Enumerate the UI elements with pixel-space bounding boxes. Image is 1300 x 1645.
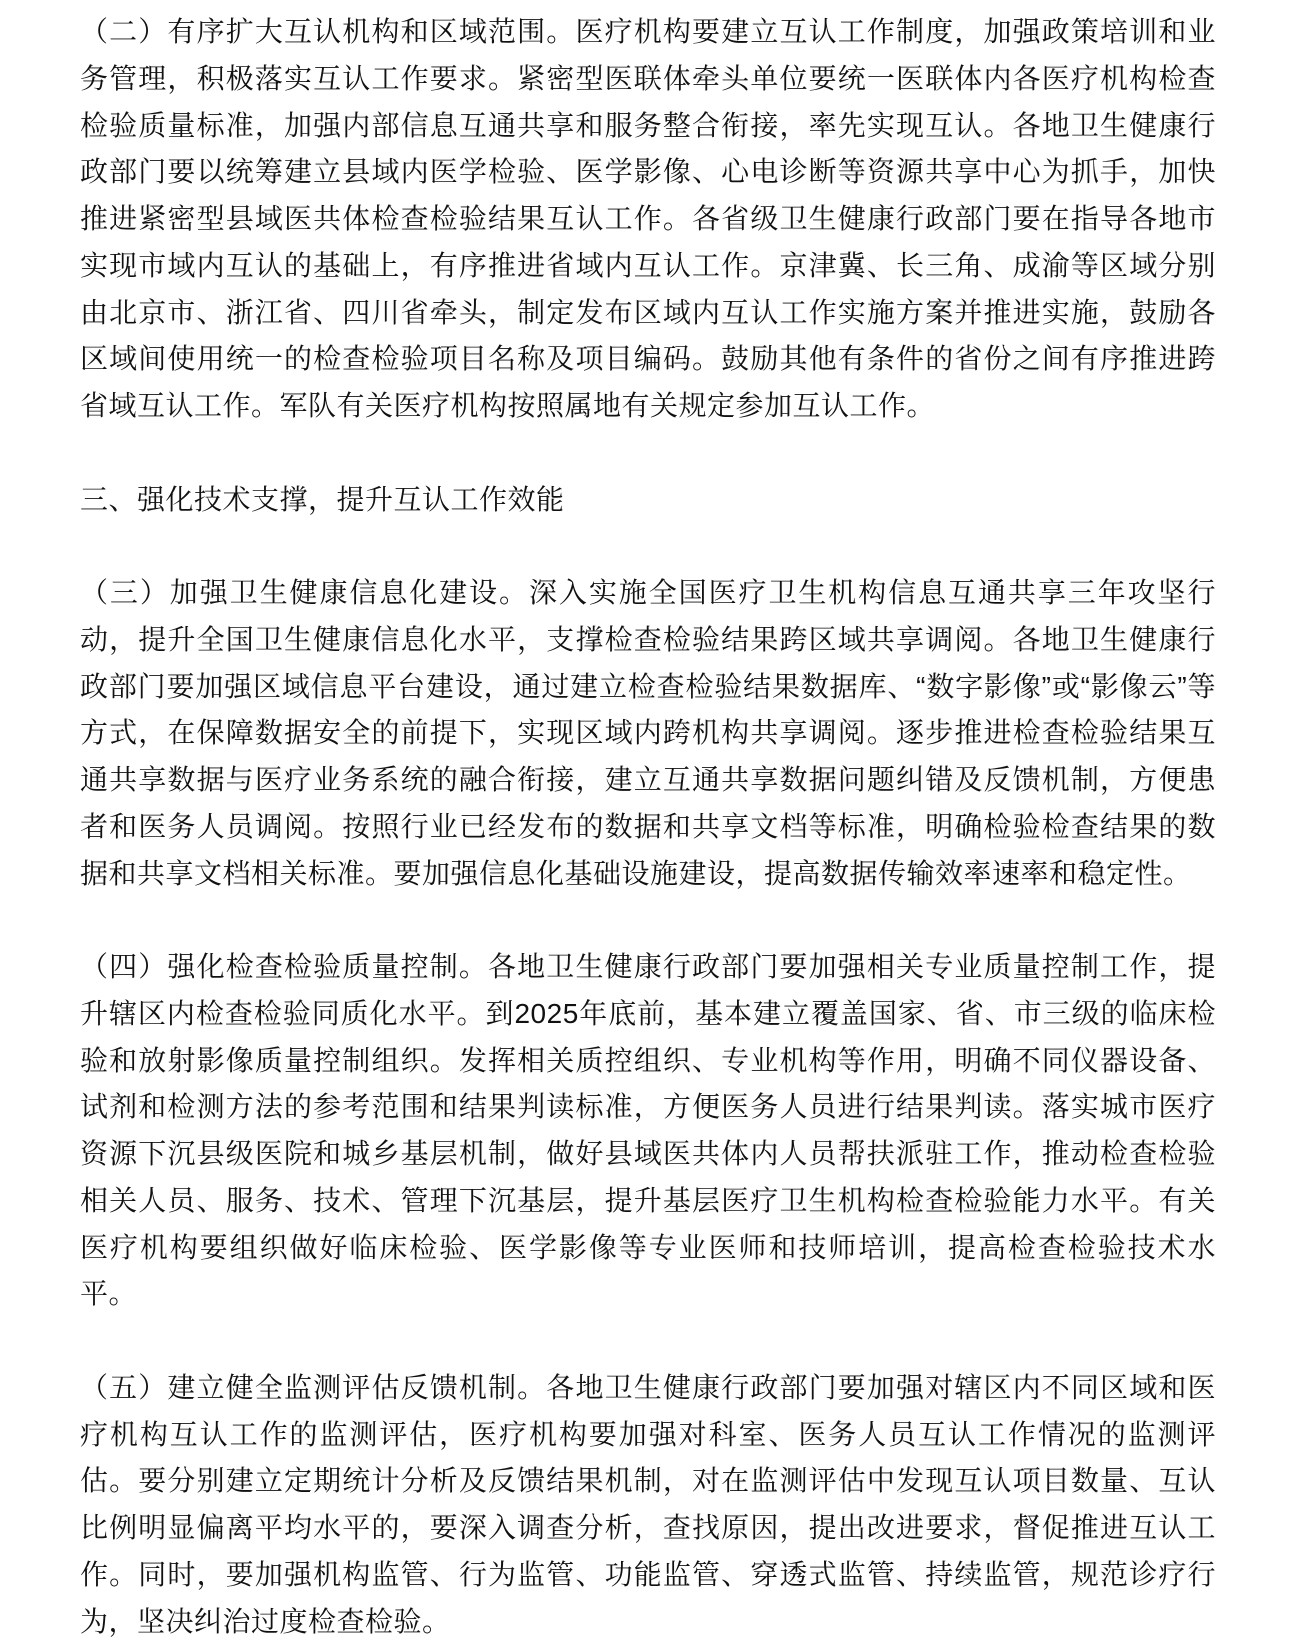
paragraph-section-3: （三）加强卫生健康信息化建设。深入实施全国医疗卫生机构信息互通共享三年攻坚行动，提升全国卫生健康信息化水平，支撑检查检验结果跨区域共享调阅。各地卫生健康行政部门要加强区域信息平台建设，通过建立检查检验结果数据库、“数字影像”或“影像云”等方式，在保障数据安全的前提下，实现区域内跨机构共享调阅。逐步推进检查检验结果互通共享数据与医疗业务系统的融合衔接，建立互通共享数据问题纠错及反馈机制，方便患者和医务人员调阅。按照行业已经发布的数据和共享文档等标准，明确检验检查结果的数据和共享文档相关标准。要加强信息化基础设施建设，提高数据传输效率速率和稳定性。 <box>80 577 1216 889</box>
paragraph-section-5: （五）建立健全监测评估反馈机制。各地卫生健康行政部门要加强对辖区内不同区域和医疗机构互认工作的监测评估，医疗机构要加强对科室、医务人员互认工作情况的监测评估。要分别建立定期统计分析及反馈结果机制，对在监测评估中发现互认项目数量、互认比例明显偏离平均水平的，要深入调查分析，查找原因，提出改进要求，督促推进互认工作。同时，要加强机构监管、行为监管、功能监管、穿透式监管、持续监管，规范诊疗行为，坚决纠治过度检查检验。 <box>80 1371 1216 1637</box>
section-heading-3: 三、强化技术支撑，提升互认工作效能 <box>80 483 565 515</box>
paragraph-section-2: （二）有序扩大互认机构和区域范围。医疗机构要建立互认工作制度，加强政策培训和业务管理，积极落实互认工作要求。紧密型医联体牵头单位要统一医联体内各医疗机构检查检验质量标准，加强内部信息互通共享和服务整合衔接，率先实现互认。各地卫生健康行政部门要以统筹建立县域内医学检验、医学影像、心电诊断等资源共享中心为抓手，加快推进紧密型县域医共体检查检验结果互认工作。各省级卫生健康行政部门要在指导各地市实现市域内互认的基础上，有序推进省域内互认工作。京津冀、长三角、成渝等区域分别由北京市、浙江省、四川省牵头，制定发布区域内互认工作实施方案并推进实施，鼓励各区域间使用统一的检查检验项目名称及项目编码。鼓励其他有条件的省份之间有序推进跨省域互认工作。军队有关医疗机构按照属地有关规定参加互认工作。 <box>80 16 1216 421</box>
paragraph-section-4: （四）强化检查检验质量控制。各地卫生健康行政部门要加强相关专业质量控制工作，提升辖区内检查检验同质化水平。到2025年底前，基本建立覆盖国家、省、市三级的临床检验和放射影像质量控制组织。发挥相关质控组织、专业机构等作用，明确不同仪器设备、试剂和检测方法的参考范围和结果判读标准，方便医务人员进行结果判读。落实城市医疗资源下沉县级医院和城乡基层机制，做好县域医共体内人员帮扶派驻工作，推动检查检验相关人员、服务、技术、管理下沉基层，提升基层医疗卫生机构检查检验能力水平。有关医疗机构要组织做好临床检验、医学影像等专业医师和技师培训，提高检查检验技术水平。 <box>80 951 1216 1310</box>
